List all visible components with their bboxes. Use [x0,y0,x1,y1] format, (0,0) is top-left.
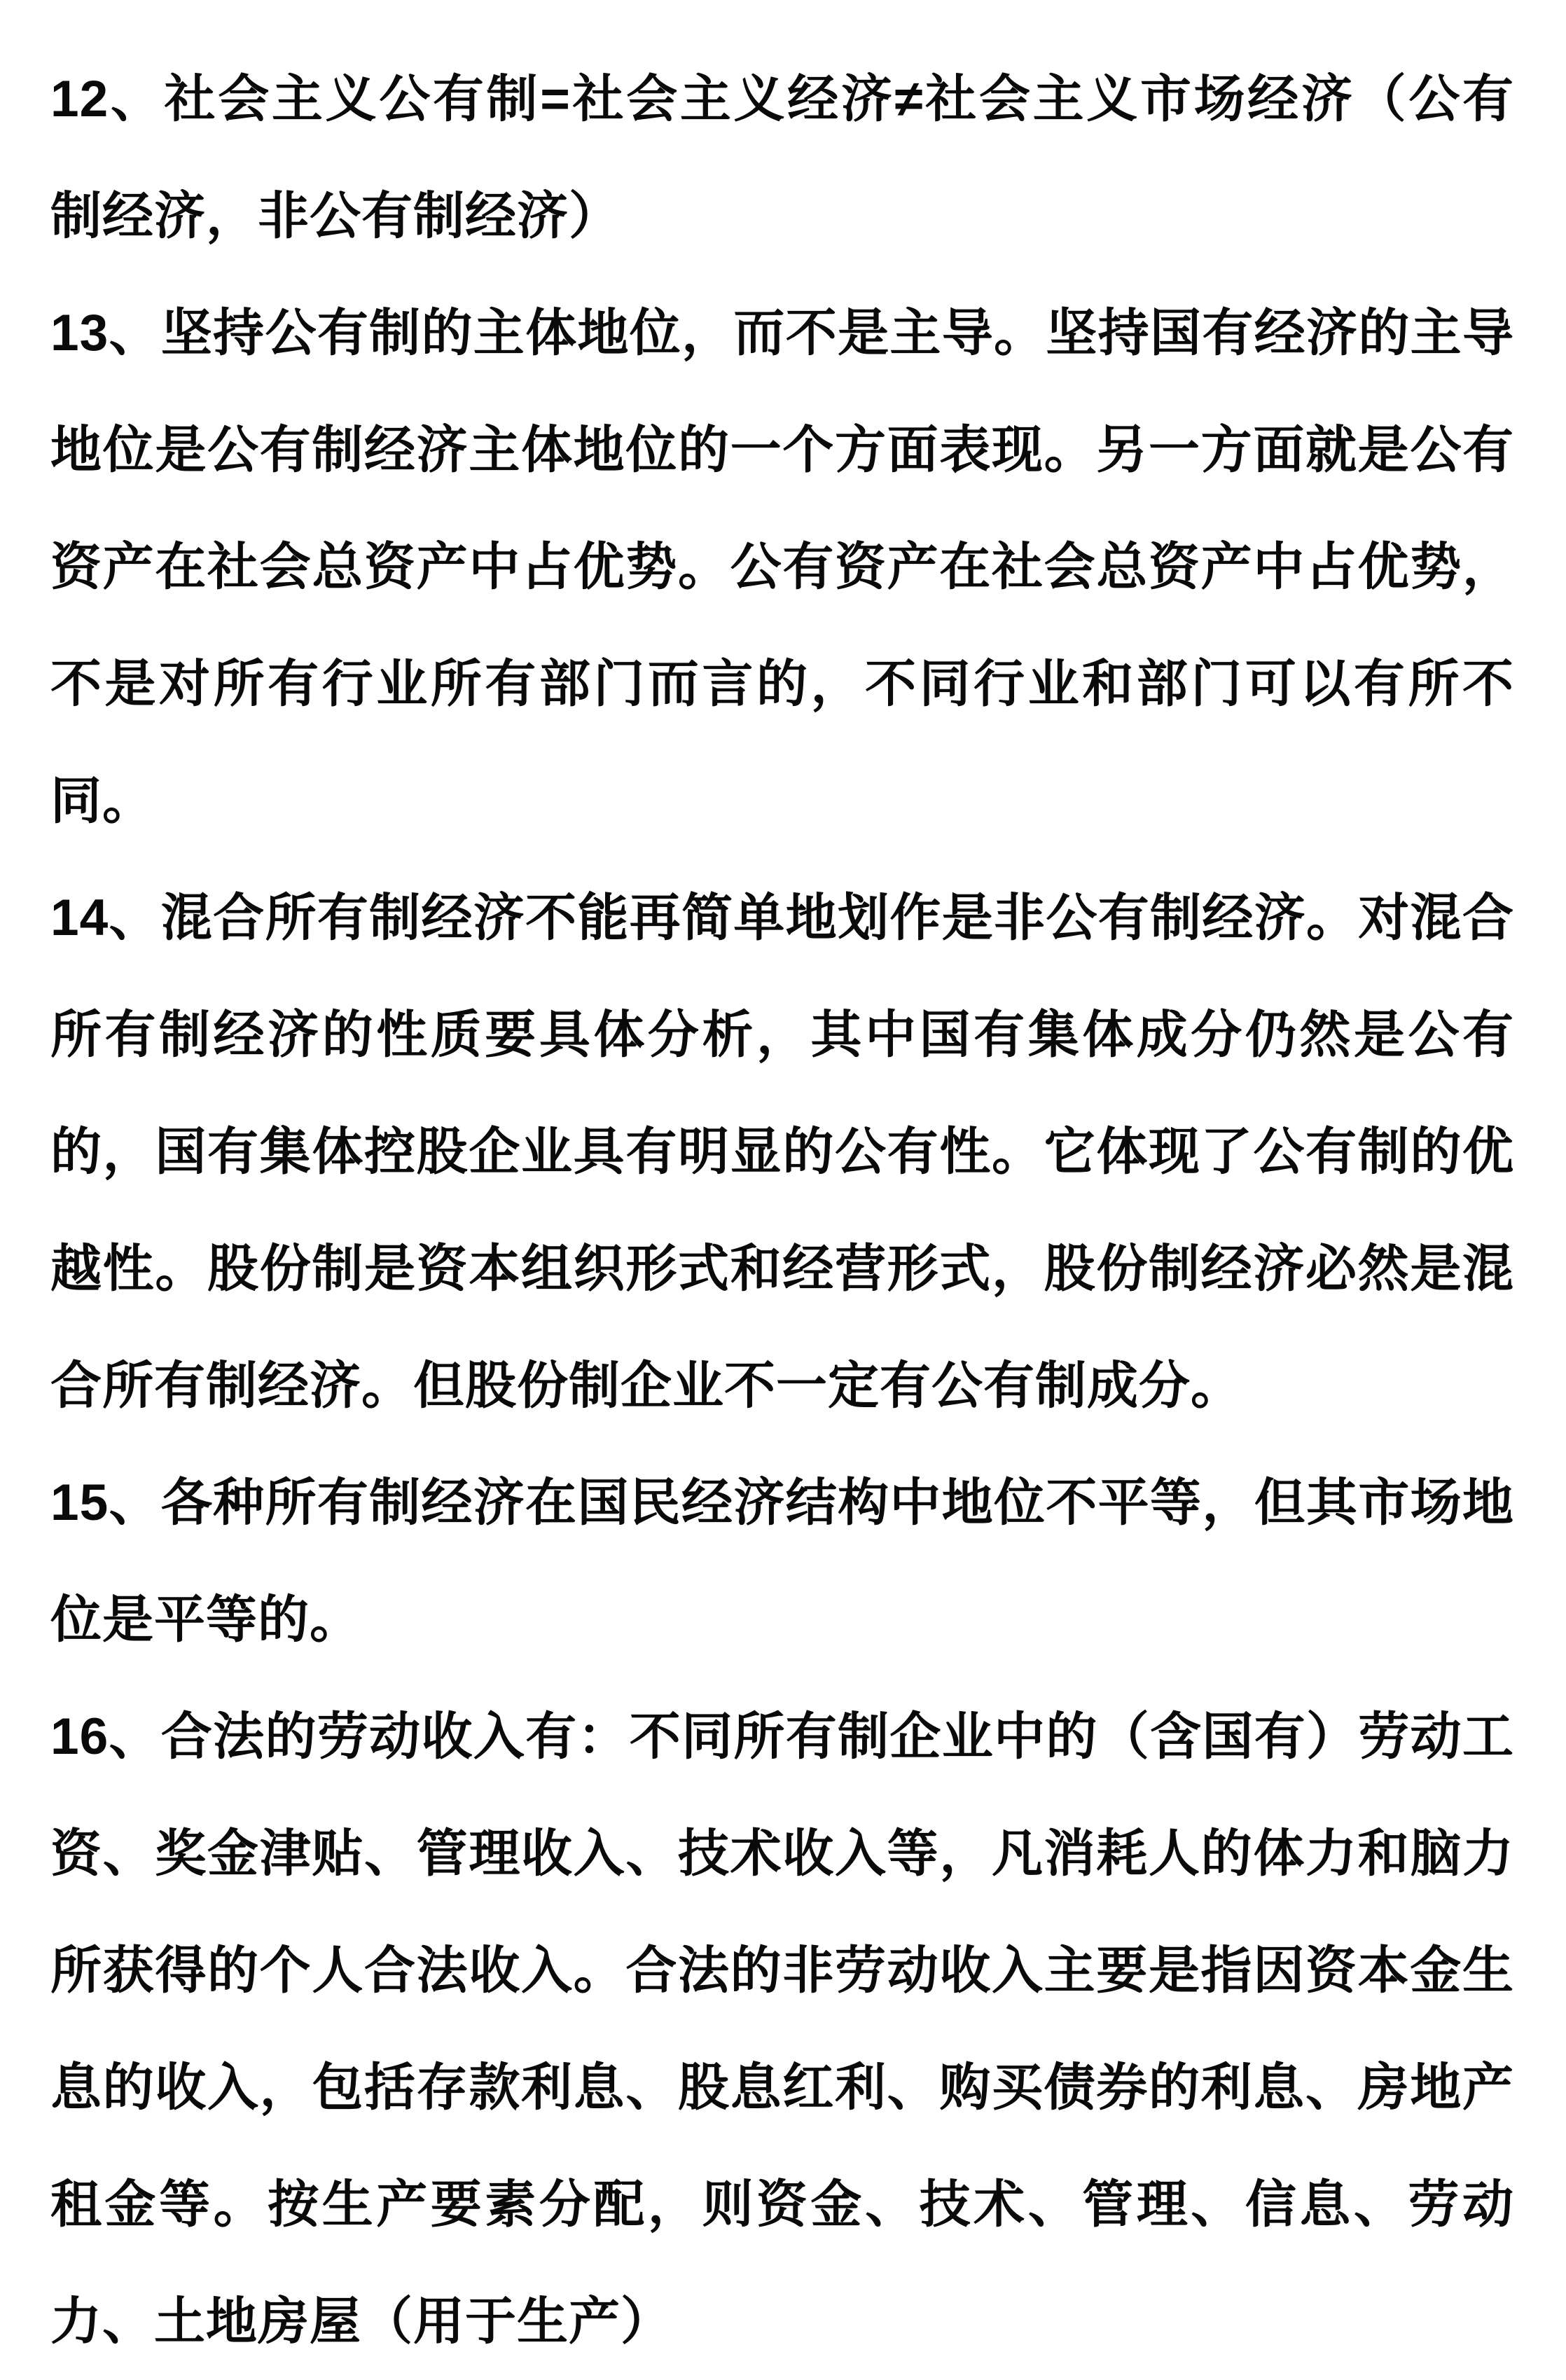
paragraph-item-15: 15、各种所有制经济在国民经济结构中地位不平等，但其市场地位是平等的。 [50,1474,1514,1648]
paragraph-item-12: 12、社会主义公有制=社会主义经济≠社会主义市场经济（公有制经济，非公有制经济） [50,71,1514,244]
paragraph-item-14: 14、混合所有制经济不能再简单地划作是非公有制经济。对混合所有制经济的性质要具体分析，其中国有集体成分仍然是公有的，国有集体控股企业具有明显的公有性。它体现了公有制的优越性。股份制是资本组织形式和经营形式，股份制经济必然是混合所有制经济。但股份制企业不一定有公有制成分。 [50,890,1514,1414]
paragraph-item-13: 13、坚持公有制的主体地位，而不是主导。坚持国有经济的主导地位是公有制经济主体地位的一个方面表现。另一方面就是公有资产在社会总资产中占优势。公有资产在社会总资产中占优势，不是对所有行业所有部门而言的，不同行业和部门可以有所不同。 [50,305,1514,829]
paragraph-item-16: 16、合法的劳动收入有：不同所有制企业中的（含国有）劳动工资、奖金津贴、管理收入、技术收入等，凡消耗人的体力和脑力所获得的个人合法收入。合法的非劳动收入主要是指因资本金生息的收入，包括存款利息、股息红利、购买债券的利息、房地产租金等。按生产要素分配，则资金、技术、管理、信息、劳动力、土地房屋（用于生产） [50,1708,1514,2350]
